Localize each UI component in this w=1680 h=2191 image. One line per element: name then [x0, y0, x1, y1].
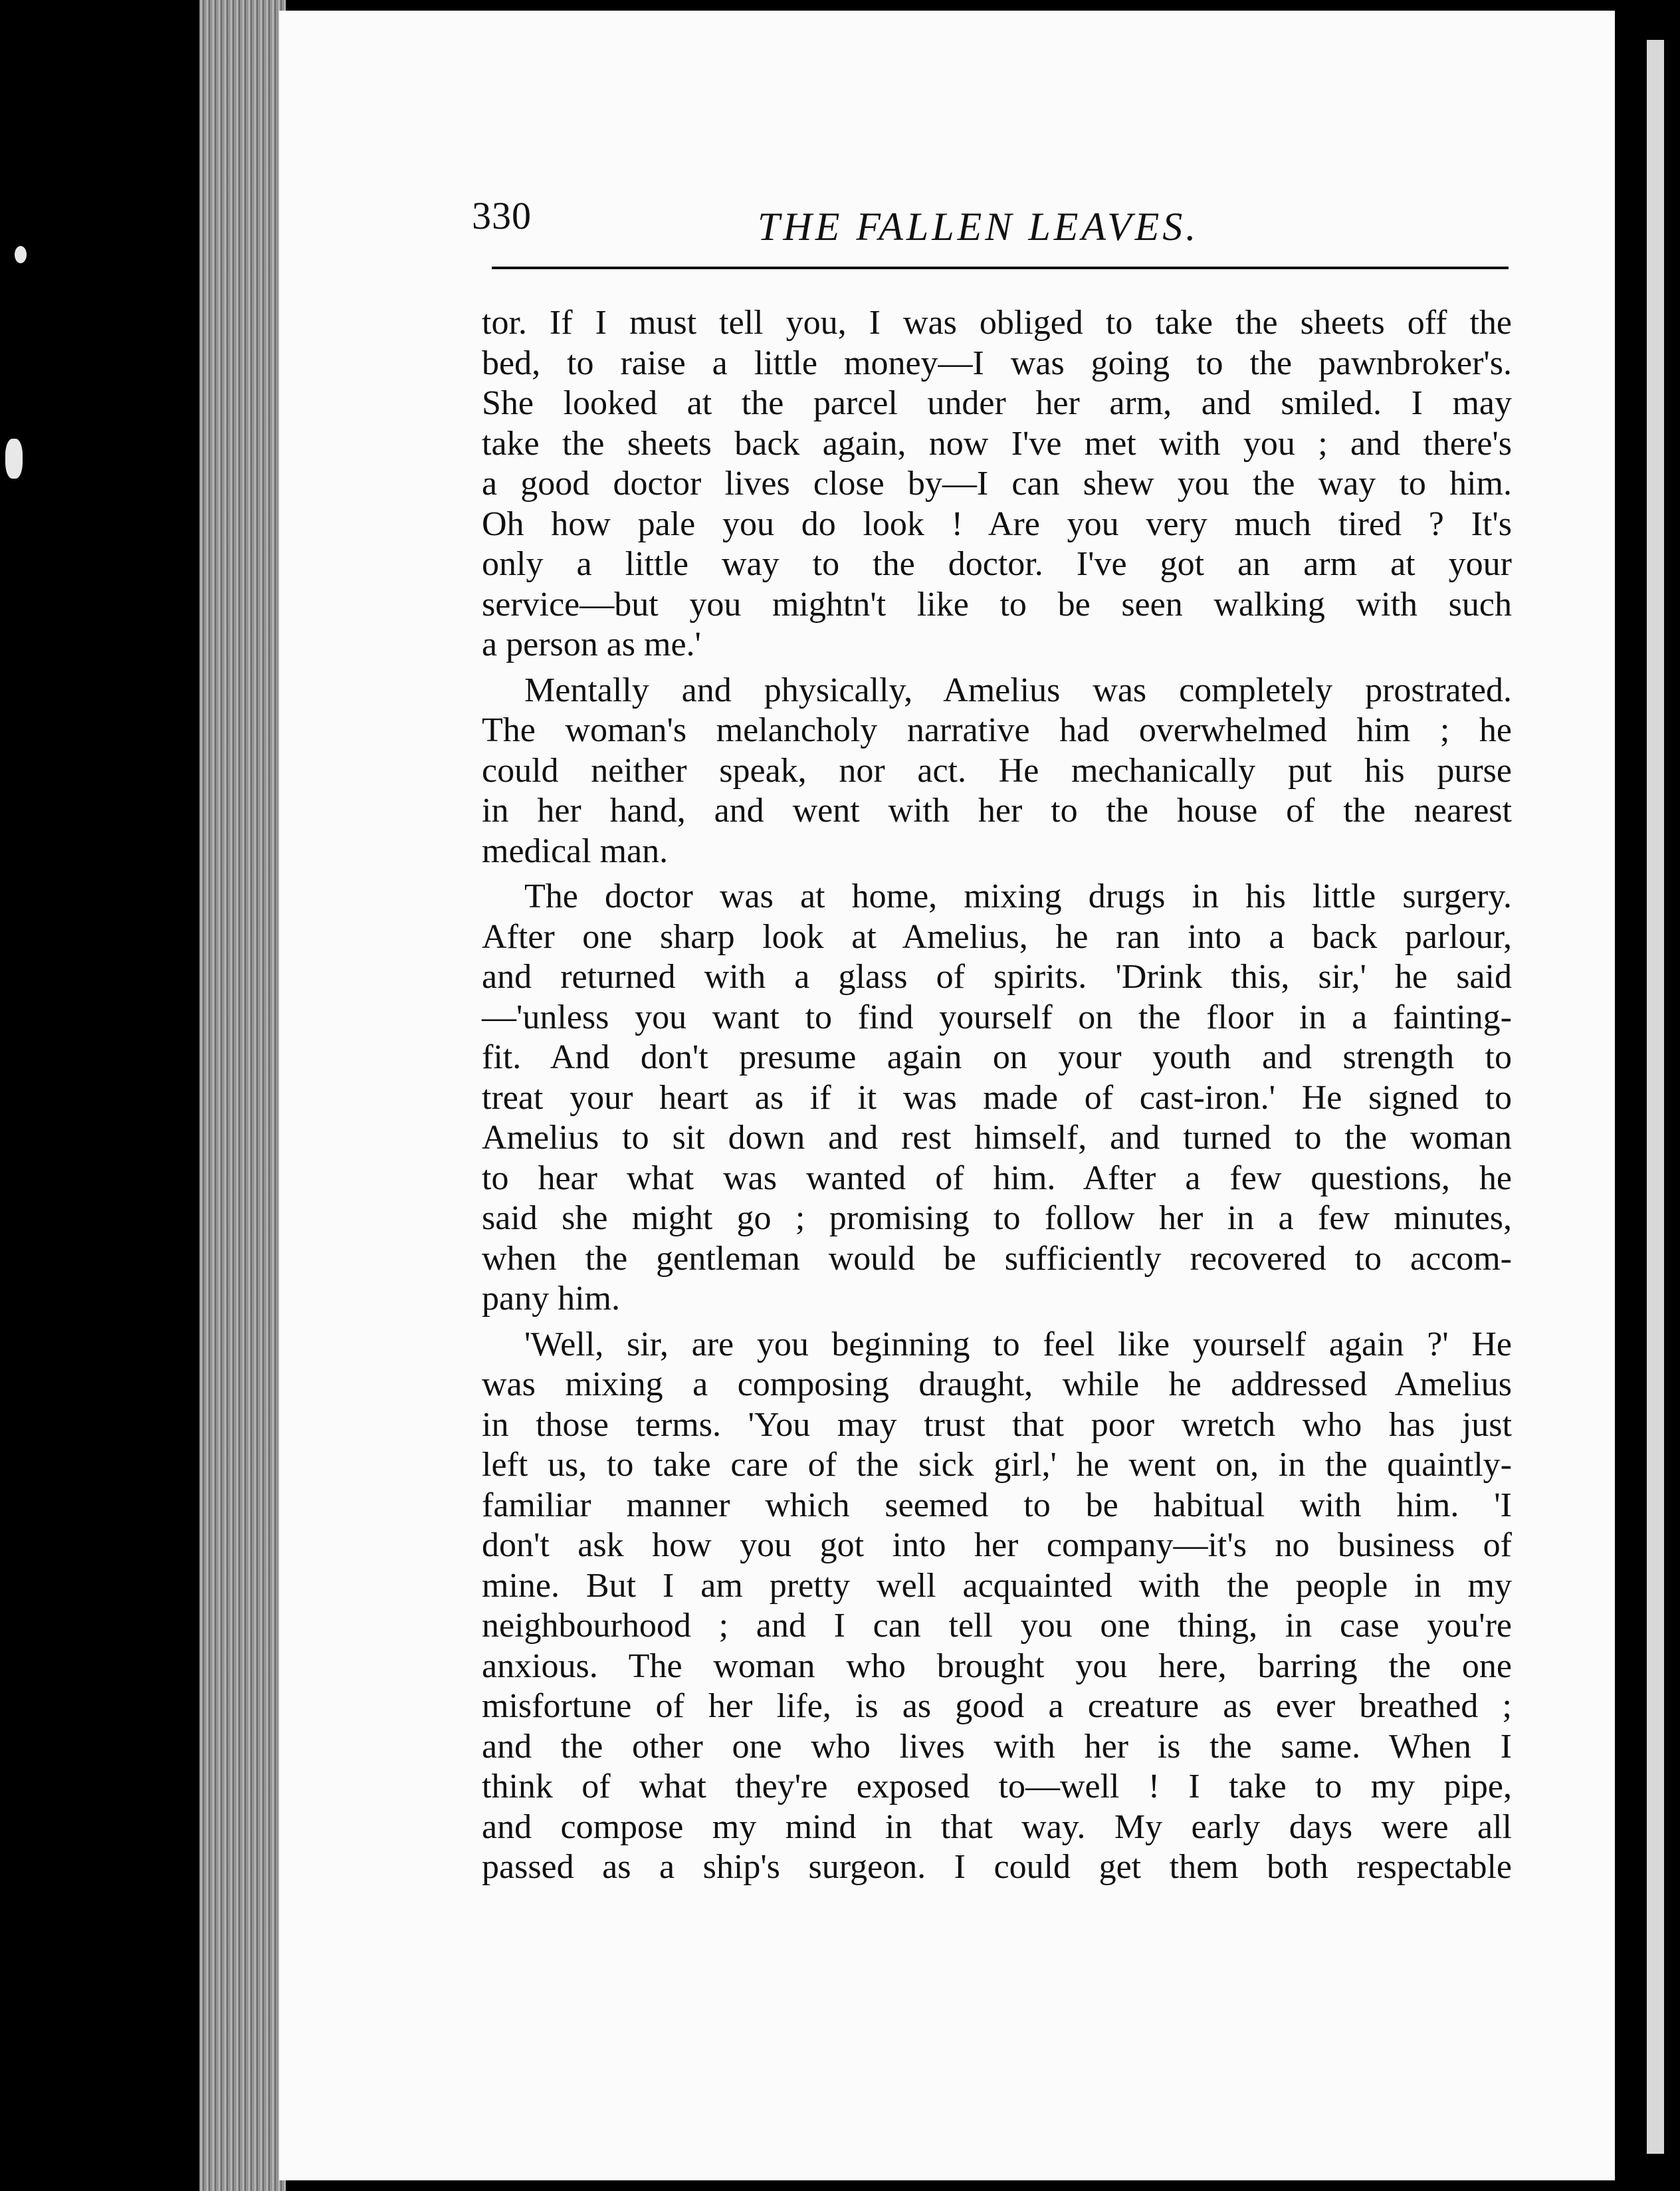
book-page	[279, 11, 1615, 2180]
text-line: could neither speak, nor act. He mechanically put his purse	[482, 751, 1512, 790]
text-line: don't ask how you got into her company—it's no business of	[482, 1526, 1512, 1564]
page-edges	[199, 0, 286, 2191]
text-line: think of what they're exposed to—well ! I take to my pipe,	[482, 1768, 1512, 1805]
text-line: Amelius to sit down and rest himself, and turned to the woman	[482, 1119, 1512, 1157]
text-line: a person as me.'	[482, 626, 701, 663]
text-line: 'Well, sir, are you beginning to feel like yourself again ?' He	[524, 1325, 1512, 1363]
page-number: 330	[472, 194, 532, 237]
text-line: service—but you mightn't like to be seen walking with such	[482, 585, 1512, 624]
text-line: mine. But I am pretty well acquainted with the people in my	[482, 1566, 1512, 1605]
text-line: left us, to take care of the sick girl,' he went on, in the quaintly-	[482, 1446, 1512, 1484]
text-line: misfortune of her life, is as good a creature as ever breathed ;	[482, 1687, 1512, 1725]
header-rule	[492, 267, 1509, 269]
running-title: THE FALLEN LEAVES.	[758, 205, 1200, 249]
text-line: only a little way to the doctor. I've got an arm at your	[482, 545, 1512, 583]
text-line: said she might go ; promising to follow her in a few minutes,	[482, 1199, 1512, 1237]
text-line: to hear what was wanted of him. After a few questions, he	[482, 1159, 1512, 1197]
text-line: tor. If I must tell you, I was obliged to take the sheets off the	[482, 304, 1512, 342]
text-line: in those terms. 'You may trust that poor wretch who has just	[482, 1405, 1512, 1444]
text-line: and compose my mind in that way. My early days were all	[482, 1807, 1512, 1846]
text-line: fit. And don't presume again on your youth and strength to	[482, 1038, 1512, 1076]
page-header	[472, 180, 1542, 247]
text-line: take the sheets back again, now I've met with you ; and there's	[482, 424, 1512, 463]
text-line: a good doctor lives close by—I can shew you the way to him.	[482, 465, 1512, 503]
text-line: After one sharp look at Amelius, he ran into a back parlour,	[482, 917, 1512, 956]
dust-speck	[15, 246, 27, 263]
text-line: in her hand, and went with her to the house of the nearest	[482, 792, 1512, 830]
text-line: medical man.	[482, 832, 669, 870]
text-line: She looked at the parcel under her arm, and smiled. I may	[482, 384, 1512, 422]
text-line: and the other one who lives with her is the same. When I	[482, 1727, 1512, 1766]
text-line: bed, to raise a little money—I was going to the pawnbroker's.	[482, 344, 1512, 382]
text-line: was mixing a composing draught, while he addressed Amelius	[482, 1365, 1512, 1403]
text-line: Oh how pale you do look ! Are you very much tired ? It's	[482, 505, 1512, 543]
text-line: The doctor was at home, mixing drugs in his little surgery.	[524, 877, 1512, 915]
body-text	[482, 303, 1512, 1888]
text-line: and returned with a glass of spirits. 'Drink this, sir,' he said	[482, 958, 1512, 996]
text-line: familiar manner which seemed to be habitual with him. 'I	[482, 1486, 1512, 1524]
text-line: passed as a ship's surgeon. I could get them both respectable	[482, 1848, 1512, 1886]
dust-speck	[5, 439, 23, 479]
text-line: pany him.	[482, 1280, 620, 1318]
text-line: —'unless you want to find yourself on the floor in a fainting-	[482, 998, 1512, 1036]
text-line: when the gentleman would be sufficiently recovered to accom-	[482, 1239, 1512, 1278]
text-line: treat your heart as if it was made of cast-iron.' He signed to	[482, 1078, 1512, 1117]
right-page-edge-highlight	[1647, 40, 1664, 2154]
text-line: anxious. The woman who brought you here, barring the one	[482, 1647, 1512, 1685]
text-line: Mentally and physically, Amelius was completely prostrated.	[524, 671, 1512, 709]
text-line: neighbourhood ; and I can tell you one thing, in case you're	[482, 1607, 1512, 1645]
text-line: The woman's melancholy narrative had overwhelmed him ; he	[482, 711, 1512, 749]
